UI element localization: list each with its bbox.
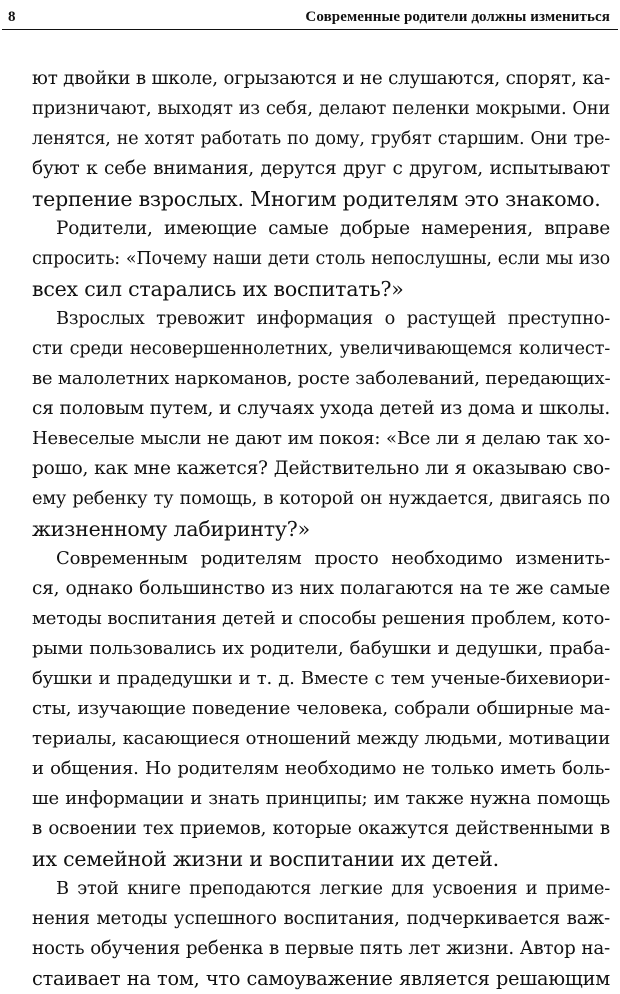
text-line: в освоении тех приемов, которые окажутся действенными в [32, 818, 610, 839]
paragraph [32, 874, 610, 994]
text-line: сты, изучающие поведение человека, собрали обширные ма- [32, 698, 610, 719]
text-line: нения методы успешного воспитания, подчеркивается важ- [32, 908, 610, 929]
text-line: ему ребенку ту помощь, в которой он нуждается, двигаясь по [32, 489, 610, 509]
text-line: терпение взрослых. Многим родителям это знакомо. [32, 187, 601, 211]
page-number: 8 [8, 9, 16, 25]
text-line: бушки и прадедушки и т. д. Вместе с тем ученые-бихевиори- [32, 668, 610, 689]
running-title: Современные родители должны измениться [305, 9, 610, 25]
text-line: всех сил старались их воспитать?» [32, 277, 404, 301]
paragraph [32, 214, 610, 304]
header-rule [2, 29, 618, 30]
text-line: ве малолетних наркоманов, росте заболеваний, передающих- [32, 368, 611, 389]
body-text [32, 64, 610, 994]
text-line: ленятся, не хотят работать по дому, грубят старшим. Они тре- [32, 129, 610, 149]
text-line: ность обучения ребенка в первые пять лет жизни. Автор на- [32, 938, 610, 959]
text-line: Современным родителям просто необходимо изменить- [56, 548, 610, 569]
text-line: рошо, как мне кажется? Действительно ли я оказываю сво- [32, 458, 610, 479]
text-line: буют к себе внимания, дерутся друг с другом, испытывают [32, 158, 610, 179]
text-line: и общения. Но родителям необходимо не только иметь боль- [32, 758, 610, 779]
text-line: жизненному лабиринту?» [32, 517, 310, 541]
text-line: стаивает на том, что самоуважение является решающим [32, 967, 610, 990]
text-line: Невеселые мысли не дают им покоя: «Все ли я делаю так хо- [32, 428, 610, 449]
paragraph [32, 304, 610, 544]
text-line: методы воспитания детей и способы решения проблем, кото- [32, 608, 610, 629]
text-line: ся, однако большинство из них полагаются на те же самые [32, 578, 610, 599]
text-line: призничают, выходят из себя, делают пеленки мокрыми. Они [32, 99, 610, 119]
paragraph [32, 64, 610, 214]
text-line: В этой книге преподаются легкие для усвоения и приме- [56, 879, 610, 899]
text-line: ют двойки в школе, огрызаются и не слушаются, спорят, ка- [32, 68, 611, 89]
text-line: рыми пользовались их родители, бабушки и дедушки, праба- [32, 638, 610, 659]
text-line: Родители, имеющие самые добрые намерения, вправе [56, 218, 610, 239]
running-header [8, 4, 610, 26]
text-line: спросить: «Почему наши дети столь непослушны, если мы изо [32, 249, 610, 269]
text-line: ся половым путем, и случаях ухода детей из дома и школы. [32, 398, 610, 419]
text-line: их семейной жизни и воспитании их детей. [32, 847, 499, 871]
text-line: ше информации и знать принципы; им также нужна помощь [32, 788, 610, 809]
paragraph [32, 544, 610, 874]
text-line: териалы, касающиеся отношений между людьми, мотивации [32, 728, 610, 749]
text-line: Взрослых тревожит информация о растущей преступно- [56, 309, 610, 329]
text-line: сти среди несовершеннолетних, увеличивающемся количест- [32, 339, 610, 359]
